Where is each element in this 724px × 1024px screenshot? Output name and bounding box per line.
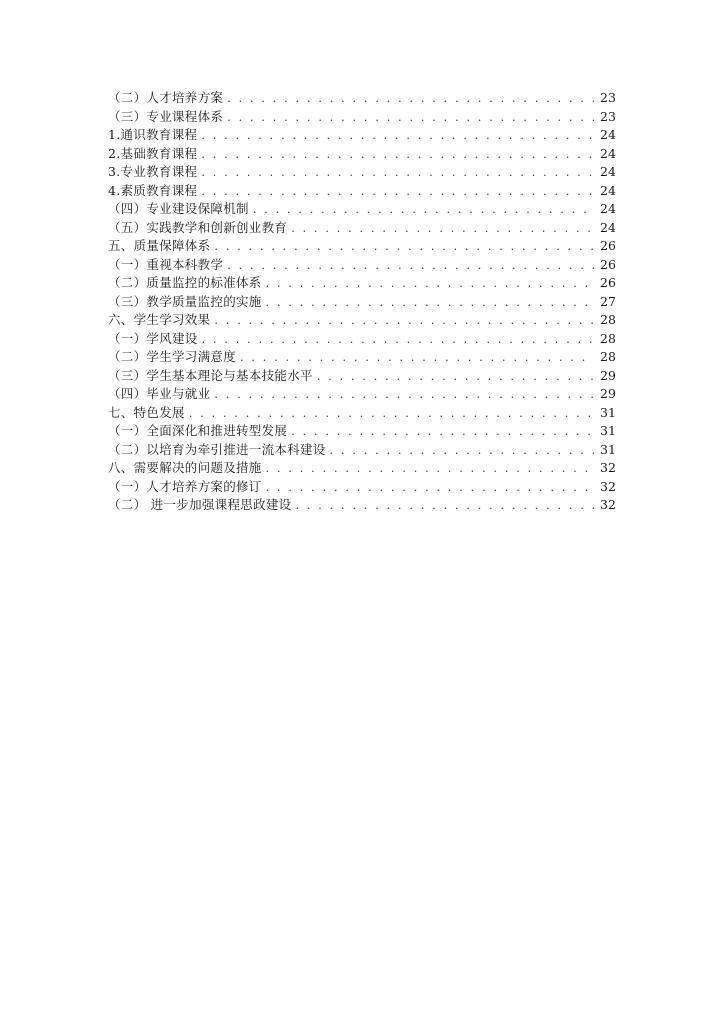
toc-entry-title: （二）以培育为牵引推进一流本科建设 <box>108 441 326 457</box>
toc-dot-leader <box>266 275 594 294</box>
toc-entry-title: （四）专业建设保障机制 <box>108 201 249 216</box>
toc-entry-page-number: 23 <box>600 90 616 105</box>
toc-entry-page-number: 31 <box>600 441 616 457</box>
toc-dot-leader <box>266 479 594 498</box>
toc-entry[interactable] <box>108 478 614 497</box>
toc-entry-page-number: 31 <box>600 423 616 438</box>
toc-entry-title: 七、特色发展 <box>108 404 185 420</box>
toc-entry-title: （二）人才培养方案 <box>108 90 224 105</box>
toc-entry-title: 1.通识教育课程 <box>108 127 198 142</box>
toc-dot-leader <box>227 109 594 128</box>
toc-entry-title: 3.专业教育课程 <box>108 164 198 179</box>
toc-entry-page-number: 23 <box>600 108 616 124</box>
toc-entry-title: 2.基础教育课程 <box>108 145 198 161</box>
toc-entry[interactable] <box>108 145 614 164</box>
toc-entry-title: 4.素质教育课程 <box>108 182 198 198</box>
toc-entry[interactable] <box>108 496 614 515</box>
toc-entry-title: （二）质量监控的标准体系 <box>108 275 262 290</box>
toc-dot-leader <box>214 238 594 257</box>
toc-dot-leader <box>201 127 594 146</box>
toc-entry-title: 八、需要解决的问题及措施 <box>108 460 262 475</box>
toc-entry-page-number: 24 <box>600 219 616 235</box>
toc-entry-page-number: 28 <box>600 312 616 327</box>
toc-dot-leader <box>317 368 594 387</box>
toc-entry-page-number: 24 <box>600 145 616 161</box>
toc-entry[interactable] <box>108 459 614 478</box>
toc-entry-title: （二） 进一步加强课程思政建设 <box>108 497 292 512</box>
toc-entry[interactable] <box>108 348 614 367</box>
toc-entry-page-number: 24 <box>600 182 616 198</box>
toc-entry-title: （一）重视本科教学 <box>108 256 224 272</box>
toc-entry[interactable] <box>108 182 614 201</box>
toc-dot-leader <box>202 331 594 350</box>
toc-dot-leader <box>201 183 594 202</box>
toc-entry[interactable] <box>108 422 614 441</box>
toc-entry-title: （一）学风建设 <box>108 330 198 346</box>
toc-entry-page-number: 28 <box>600 349 616 364</box>
toc-entry-page-number: 26 <box>600 238 616 253</box>
toc-entry-page-number: 31 <box>600 404 616 420</box>
toc-entry[interactable] <box>108 293 614 312</box>
toc-entry-title: （四）毕业与就业 <box>108 386 211 401</box>
toc-dot-leader <box>295 497 594 516</box>
toc-dot-leader <box>201 146 594 165</box>
toc-dot-leader <box>189 405 594 424</box>
toc-entry-page-number: 29 <box>600 367 616 383</box>
toc-entry[interactable] <box>108 274 614 293</box>
toc-entry-page-number: 32 <box>600 478 616 494</box>
toc-entry-page-number: 24 <box>600 127 616 142</box>
toc-entry-page-number: 27 <box>600 293 616 309</box>
toc-dot-leader <box>291 220 594 239</box>
toc-entry-title: （二）学生学习满意度 <box>108 349 237 364</box>
toc-entry-page-number: 26 <box>600 275 616 290</box>
toc-entry[interactable] <box>108 330 614 349</box>
toc-dot-leader <box>227 257 594 276</box>
toc-entry-page-number: 24 <box>600 201 616 216</box>
toc-entry-page-number: 32 <box>600 497 616 512</box>
toc-dot-leader <box>240 349 594 368</box>
toc-dot-leader <box>266 460 594 479</box>
toc-entry[interactable] <box>108 256 614 275</box>
toc-entry-title: （三）专业课程体系 <box>108 108 224 124</box>
toc-entry-title: 六、学生学习效果 <box>108 312 211 327</box>
toc-entry-page-number: 24 <box>600 164 616 179</box>
toc-entry[interactable] <box>108 126 614 145</box>
toc-dot-leader <box>266 294 594 313</box>
toc-entry[interactable] <box>108 219 614 238</box>
toc-entry-page-number: 26 <box>600 256 616 272</box>
toc-dot-leader <box>214 386 594 405</box>
toc-entry-title: （三）学生基本理论与基本技能水平 <box>108 367 313 383</box>
toc-entry[interactable] <box>108 441 614 460</box>
toc-entry-title: 五、质量保障体系 <box>108 238 211 253</box>
toc-entry-page-number: 28 <box>600 330 616 346</box>
toc-dot-leader <box>214 312 594 331</box>
toc-dot-leader <box>291 423 594 442</box>
toc-entry[interactable] <box>108 237 614 256</box>
toc-entry-page-number: 29 <box>600 386 616 401</box>
toc-entry[interactable] <box>108 200 614 219</box>
toc-entry[interactable] <box>108 385 614 404</box>
toc-entry-page-number: 32 <box>600 460 616 475</box>
toc-entry[interactable] <box>108 311 614 330</box>
toc-dot-leader <box>253 201 594 220</box>
toc-dot-leader <box>227 90 594 109</box>
toc-entry[interactable] <box>108 404 614 423</box>
toc-entry-title: （五）实践教学和创新创业教育 <box>108 219 288 235</box>
table-of-contents <box>108 89 614 515</box>
toc-entry[interactable] <box>108 108 614 127</box>
toc-entry[interactable] <box>108 367 614 386</box>
toc-entry-title: （三）教学质量监控的实施 <box>108 293 262 309</box>
toc-dot-leader <box>330 442 594 461</box>
toc-entry[interactable] <box>108 163 614 182</box>
toc-entry-title: （一）全面深化和推进转型发展 <box>108 423 288 438</box>
toc-entry[interactable] <box>108 89 614 108</box>
toc-dot-leader <box>201 164 594 183</box>
toc-entry-title: （一）人才培养方案的修订 <box>108 478 262 494</box>
